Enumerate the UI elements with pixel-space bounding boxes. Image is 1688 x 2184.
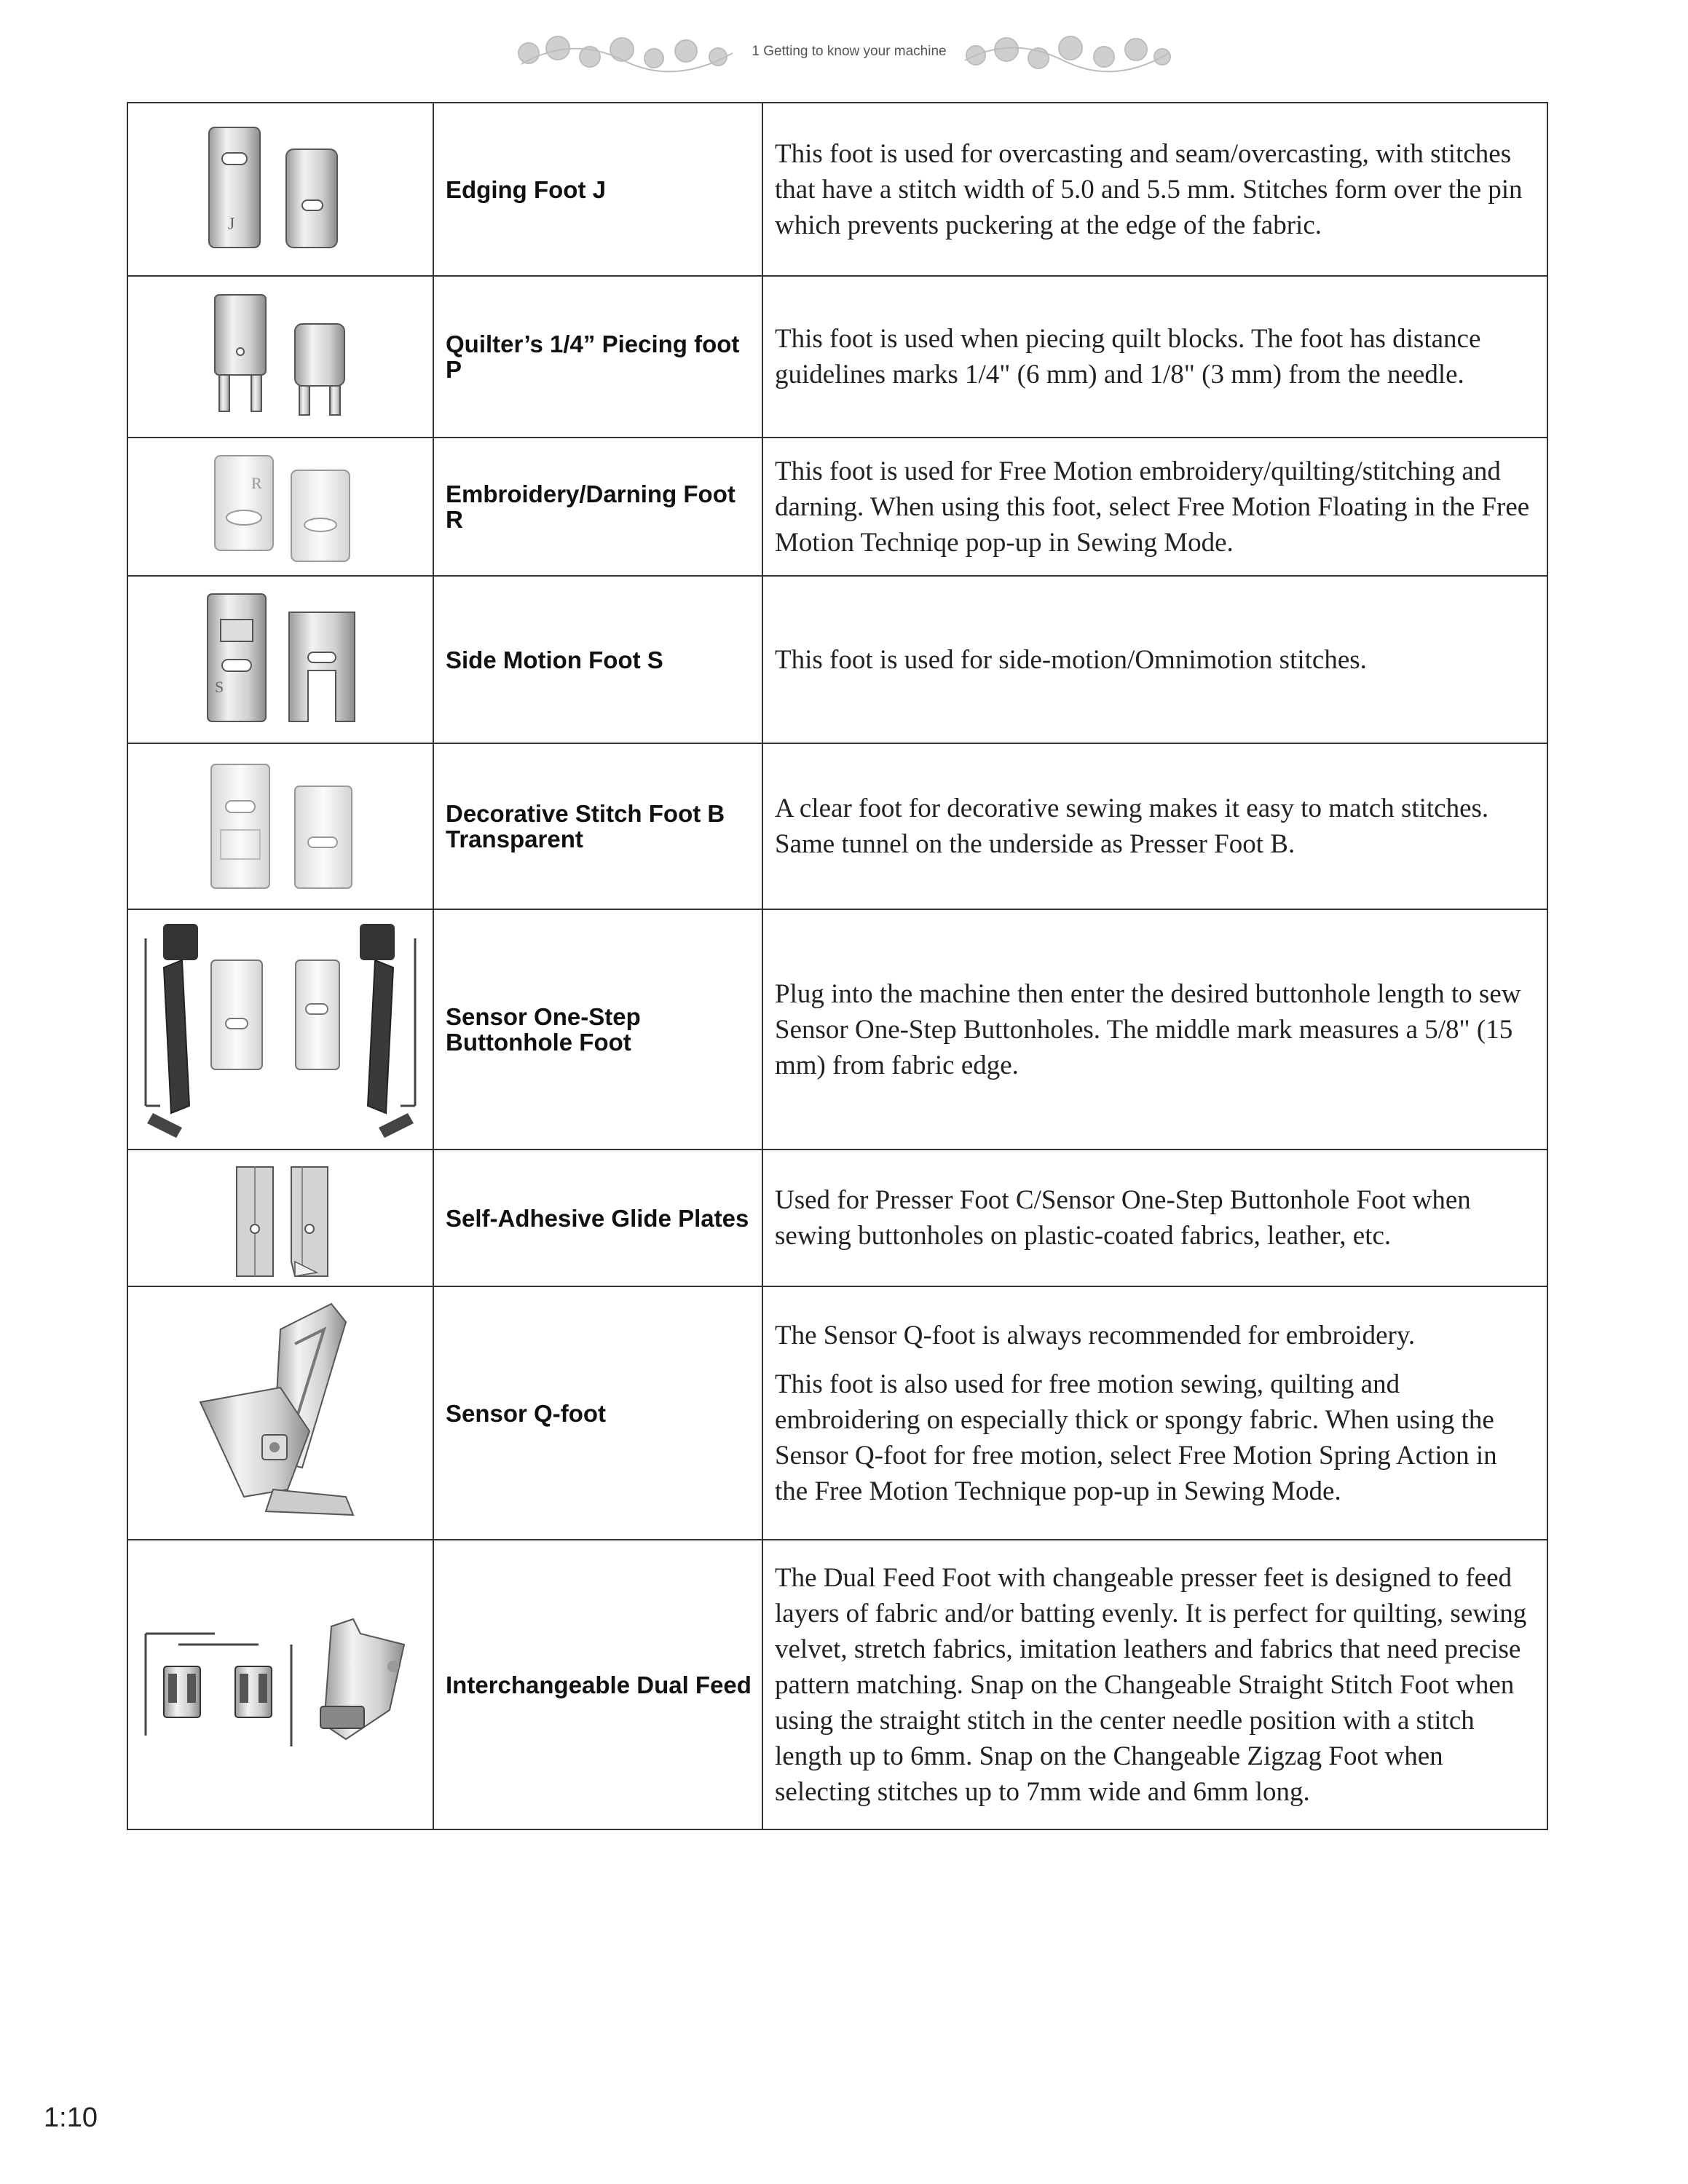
foot-image-cell (127, 438, 433, 576)
table-row (127, 1150, 1547, 1286)
svg-text:R: R (251, 474, 262, 492)
foot-image-cell (127, 576, 433, 743)
table-row (127, 103, 1547, 276)
floral-ornament-left-icon (514, 28, 740, 79)
embroidery-darning-foot-r-icon (193, 445, 368, 569)
table-row (127, 743, 1547, 909)
foot-description: The Dual Feed Foot with changeable presser feet is designed to feed layers of fabric and/or batting evenly. It is perfect for quilting, sewing velvet, stretch fabrics, imitation leathers and fabrics that need precise pattern matching. Snap on the Changeable Straight Stitch Foot when using the straight stitch in the center needle position with a stitch length up to 6mm. Snap on the Changeable Zigzag Foot when selecting stitches up to 7mm wide and 6mm long. (762, 1540, 1547, 1829)
page-header (0, 28, 1688, 79)
foot-image-cell (127, 1540, 433, 1829)
piecing-foot-p-icon (193, 288, 368, 426)
foot-image-cell (127, 103, 433, 276)
decorative-stitch-foot-b-icon (186, 757, 375, 895)
glide-plates-icon (208, 1156, 353, 1280)
foot-name: Quilter’s 1/4” Piecing foot P (433, 276, 762, 438)
foot-description: Used for Presser Foot C/Sensor One-Step Buttonhole Foot when sewing buttonholes on plastic-coated fabrics, leather, etc. (762, 1150, 1547, 1286)
chapter-title: 1 Getting to know your machine (752, 44, 947, 59)
table-row (127, 909, 1547, 1150)
svg-text:S: S (215, 678, 224, 696)
buttonhole-foot-icon (131, 917, 430, 1142)
floral-ornament-right-icon (961, 28, 1172, 79)
sensor-q-foot-icon (171, 1300, 390, 1526)
table-row (127, 1286, 1547, 1540)
foot-name: Self-Adhesive Glide Plates (433, 1150, 762, 1286)
foot-description: This foot is used for side-motion/Omnimotion stitches. (762, 576, 1547, 743)
foot-image-cell (127, 1286, 433, 1540)
side-motion-foot-s-icon (186, 587, 375, 732)
foot-image-cell (127, 1150, 433, 1286)
foot-image-cell (127, 276, 433, 438)
foot-description: A clear foot for decorative sewing makes it easy to match stitches. Same tunnel on the underside as Presser Foot B. (762, 743, 1547, 909)
page-number: 1:10 (44, 2102, 98, 2133)
foot-image-cell (127, 909, 433, 1150)
foot-name: Edging Foot J (433, 103, 762, 276)
foot-name: Embroidery/Darning Foot R (433, 438, 762, 576)
foot-name: Interchangeable Dual Feed (433, 1540, 762, 1829)
foot-name: Sensor Q-foot (433, 1286, 762, 1540)
table-row (127, 1540, 1547, 1829)
foot-name: Decorative Stitch Foot B Transparent (433, 743, 762, 909)
dual-feed-icon (135, 1612, 426, 1757)
table-row (127, 576, 1547, 743)
foot-name: Sensor One-Step Buttonhole Foot (433, 909, 762, 1150)
table-row (127, 438, 1547, 576)
foot-name: Side Motion Foot S (433, 576, 762, 743)
foot-description: This foot is used when piecing quilt blocks. The foot has distance guidelines marks 1/4" (6 mm) and 1/8" (3 mm) from the needle. (762, 276, 1547, 438)
table-row (127, 276, 1547, 438)
foot-description: This foot is used for Free Motion embroidery/quilting/stitching and darning. When using this foot, select Free Motion Floating in the Free Motion Techniqe pop-up in Sewing Mode. (762, 438, 1547, 576)
svg-text:J: J (228, 215, 235, 234)
presser-feet-table (127, 102, 1548, 1830)
foot-description: This foot is used for overcasting and seam/overcasting, with stitches that have a stitch width of 5.0 and 5.5 mm. Stitches form over the pin which prevents puckering at the edge of the fabric. (762, 103, 1547, 276)
foot-image-cell (127, 743, 433, 909)
edging-foot-j-icon (193, 120, 368, 258)
foot-description: Plug into the machine then enter the desired buttonhole length to sew Sensor One-Step Buttonholes. The middle mark measures a 5/8" (15 mm) from fabric edge. (762, 909, 1547, 1150)
foot-description: The Sensor Q-foot is always recommended for embroidery. This foot is also used for free motion sewing, quilting and embroidering on especially thick or spongy fabric. When using the Sensor Q-foot for free motion, select Free Motion Spring Action in the Free Motion Technique pop-up in Sewing Mode. (762, 1286, 1547, 1540)
